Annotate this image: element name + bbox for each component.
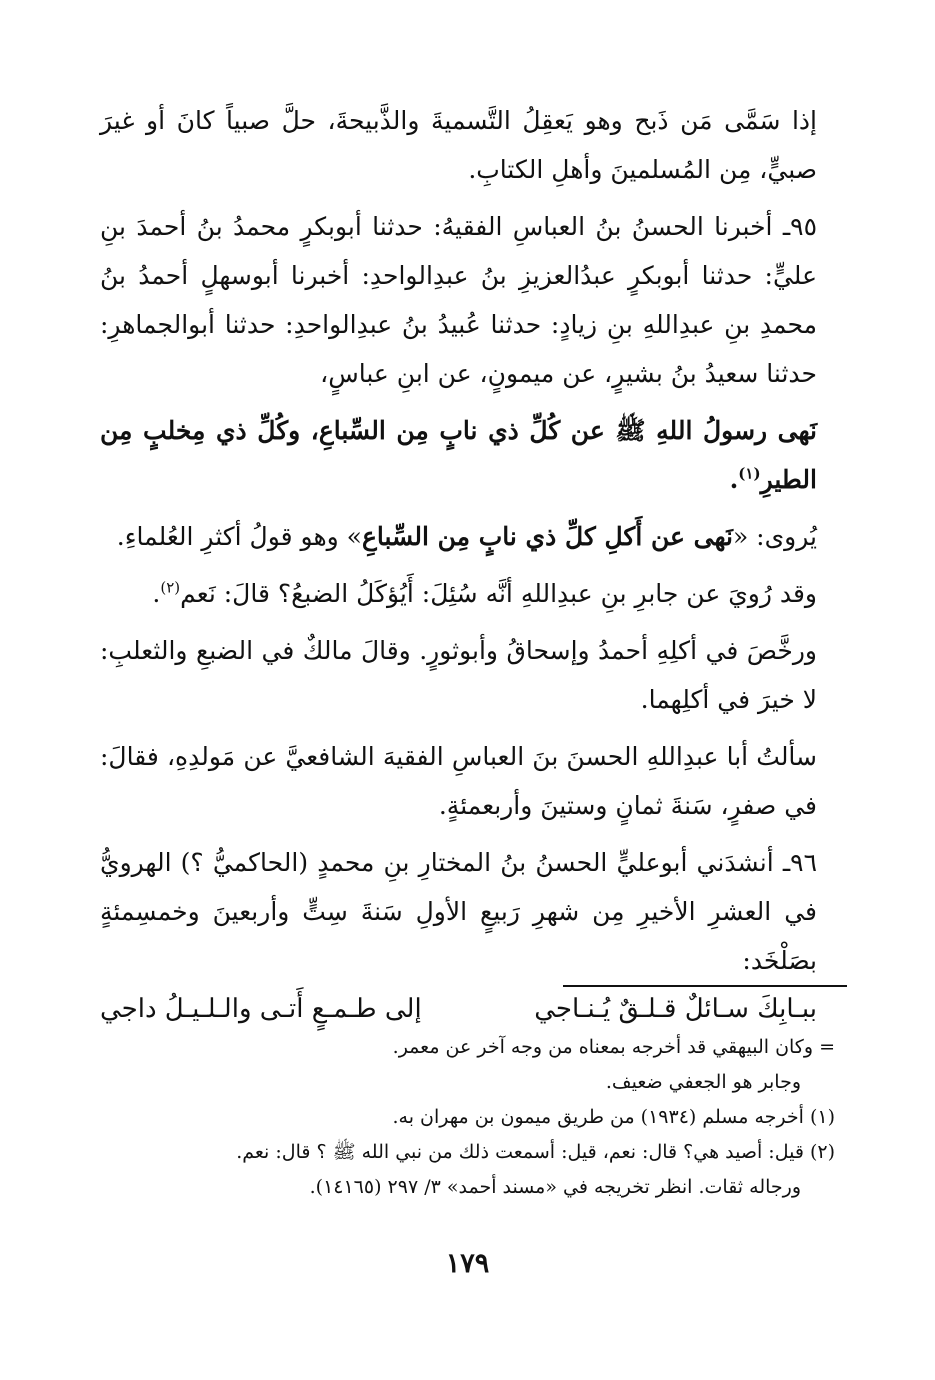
- paragraph-slaughter: إذا سَمَّى مَن ذَبح وهو يَعقِلُ التَّسميةَ والذَّبيحةَ، حلَّ صبياً كانَ أو غيرَ صبيٍّ، مِن المُسلمينَ وأهلِ الكتابِ.: [100, 106, 817, 184]
- paragraph-isnad-95: ٩٥ـ أخبرنا الحسنُ بنُ العباسِ الفقيهُ: حدثنا أبوبكرٍ محمدُ بنُ أحمدَ بنِ عليٍّ: حدثنا أبوبكرٍ عبدُالعزيزِ بنُ عبدِالواحدِ: أخبرنا أبوسهلٍ أحمدُ بنُ محمدِ بنِ عبدِاللهِ بنِ زيادٍ: حدثنا عُبيدُ بنُ عبدِالواحدِ: حدثنا أبوالجماهرِ: حدثنا سعيدُ بنُ بشيرٍ، عن ميمونٍ، عن ابنِ عباسٍ،: [100, 212, 817, 388]
- hadith-text: [100, 406, 817, 504]
- footnote-2-continuation: ورجاله ثقات. انظر تخريجه في «مسند أحمد» ٣/ ٢٩٧ (١٤١٦٥).: [309, 1176, 801, 1198]
- footnote-1: (١) أخرجه مسلم (١٩٣٤) من طريق ميمون بن مهران به.: [392, 1106, 835, 1128]
- paragraph-isnad-96: ٩٦ـ أنشدَني أبوعليٍّ الحسنُ بنُ المختارِ بنِ محمدٍ (الحاكميُّ ؟) الهرويُّ في العشرِ الأخيرِ مِن شهرِ رَبيعٍ الأولِ سَنةَ سِتٍّ وأربعينَ وخمسِمئةٍ بصَلْخَد:: [100, 848, 817, 975]
- verse-first-hemistich: ببـابِكَ سـائلٌ قـلـقٌ يُـنـاجي: [534, 994, 817, 1024]
- footnote-continuation-2: وجابر هو الجعفي ضعيف.: [605, 1071, 801, 1093]
- footnote-continuation: = وكان البيهقي قد أخرجه بمعناه من وجه آخر عن معمر.: [392, 1036, 835, 1058]
- jabir-end: .: [152, 579, 161, 608]
- paragraph-jabir: [100, 569, 817, 618]
- hadith-body: نَهى رسولُ اللهِ ﷺ عن كُلِّ ذي نابٍ مِن السِّباعِ، وكُلِّ ذي مِخلبٍ مِن الطيرِ: [100, 416, 817, 494]
- footnote-ref-1[interactable]: (١): [738, 464, 761, 483]
- yurwa-bold: نَهى عن أَكلِ كلِّ ذي نابٍ مِن السِّباعِ: [361, 522, 733, 551]
- main-text: [100, 96, 817, 1034]
- yurwa-suffix: » وهو قولُ أكثرِ العُلماءِ.: [116, 522, 362, 551]
- footnote-ref-2[interactable]: (٢): [160, 578, 181, 597]
- paragraph-birth: سألتُ أبا عبدِاللهِ الحسنَ بنَ العباسِ الفقيهَ الشافعيَّ عن مَولدِهِ، فقالَ: في صفرٍ، سَنةَ ثمانٍ وستينَ وأربعمئةٍ.: [100, 742, 817, 820]
- poem-verse: [100, 985, 817, 1034]
- paragraph-yurwa: [100, 512, 817, 561]
- footnote-divider: [563, 985, 847, 987]
- footnote-2: (٢) قيل: أصيد هي؟ قال: نعم، قيل: أسمعت ذلك من نبي الله ﷺ ؟ قال: نعم.: [236, 1141, 835, 1163]
- paragraph-rukhsa: ورخَّصَ في أكلِهِ أحمدُ وإسحاقُ وأبوثورٍ. وقالَ مالكٌ في الضبعِ والثعلبِ: لا خيرَ في أكلِهما.: [100, 636, 817, 714]
- page-number: ١٧٩: [445, 1248, 490, 1279]
- footnotes: [100, 1030, 835, 1205]
- jabir-text: وقد رُويَ عن جابرِ بنِ عبدِاللهِ أنَّه سُئِلَ: أَيُؤكَلُ الضبعُ؟ قالَ: نَعم: [180, 579, 817, 608]
- verse-second-hemistich: إلى طـمـعٍ أَتـى والـلـيـلُ داجي: [100, 994, 422, 1024]
- yurwa-prefix: يُروى: «: [732, 522, 817, 551]
- hadith-end: .: [729, 465, 739, 494]
